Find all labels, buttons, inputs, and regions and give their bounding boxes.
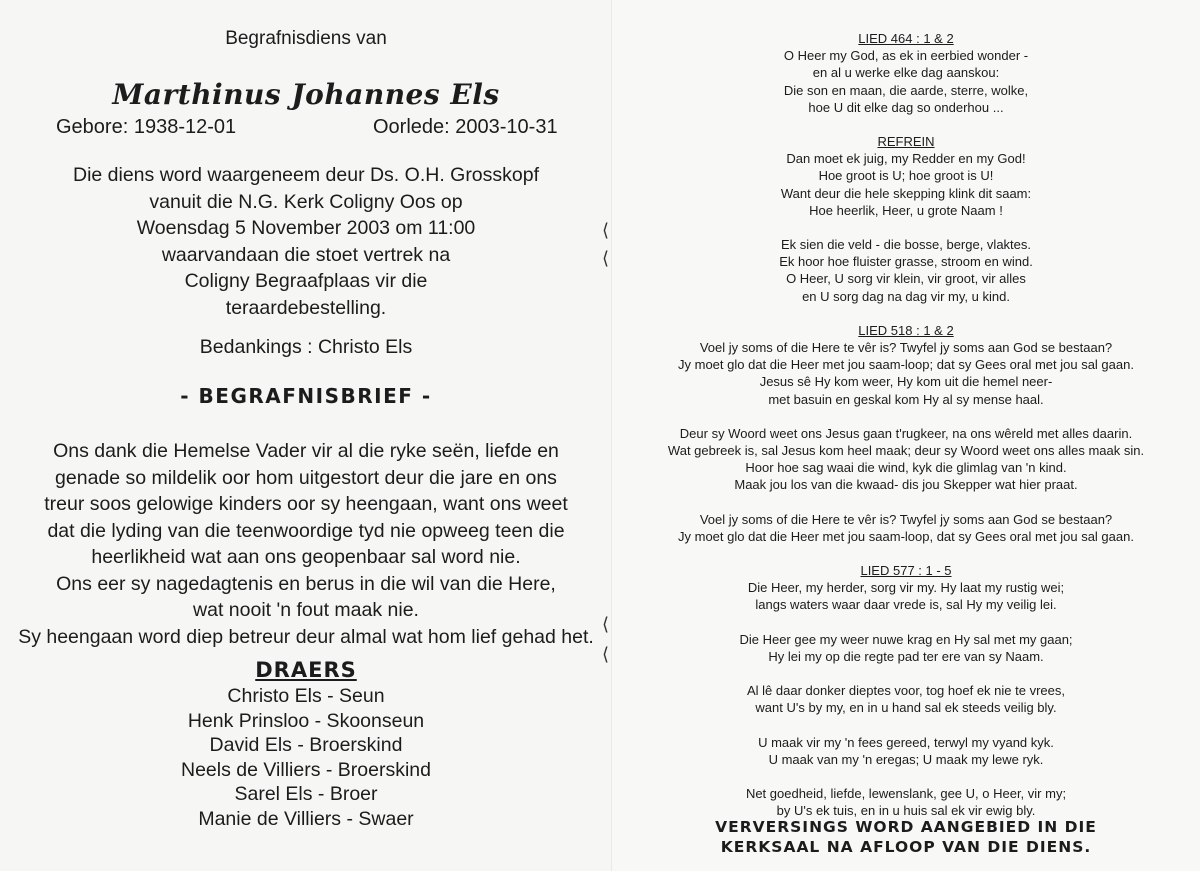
refrain-title: REFREIN xyxy=(877,134,935,150)
funeral-letter xyxy=(0,438,612,650)
hymn-line: en al u werke elke dag aanskou: xyxy=(812,65,1000,81)
binding-mark: ⟨ xyxy=(602,248,610,269)
hymn-line: langs waters waar daar vrede is, sal Hy my veilig lei. xyxy=(755,597,1057,613)
hymn-line: Net goedheid, liefde, lewenslank, gee U, o Heer, vir my; xyxy=(745,785,1067,801)
thanks-line: Bedankings : Christo Els xyxy=(199,336,413,358)
hymn-line: Die son en maan, die aarde, sterre, wolke, xyxy=(783,82,1029,98)
hymn-title: LIED 464 : 1 & 2 xyxy=(858,31,954,46)
binding-mark: ⟨ xyxy=(602,614,610,635)
hymn-line: met basuin en geskal kom Hy al sy mense haal. xyxy=(768,391,1044,407)
hymn-line: Deur sy Woord weet ons Jesus gaan t'rugkeer, na ons wêreld met alles daarin. xyxy=(679,425,1133,441)
hymn-line: Ek sien die veld - die bosse, berge, vlaktes. xyxy=(780,237,1032,253)
hymn-line: U maak van my 'n eregas; U maak my lewe ryk. xyxy=(768,751,1044,767)
hymn-line: Die Heer, my herder, sorg vir my. Hy laat my rustig wei; xyxy=(747,580,1065,596)
binding-mark: ⟨ xyxy=(602,220,610,241)
hymn-line: Jy moet glo dat die Heer met jou saam-loop; dat sy Gees oral met jou sal gaan. xyxy=(678,357,1134,373)
right-page xyxy=(612,0,1200,871)
bearers-heading: DRAERS xyxy=(255,658,357,682)
notice-line: KERKSAAL NA AFLOOP VAN DIE DIENS. xyxy=(720,838,1092,856)
birth-date: Gebore: 1938-12-01 xyxy=(56,116,237,138)
hymn-line: by U's ek tuis, en in u huis sal ek vir ewig bly. xyxy=(776,803,1036,819)
hymn-line: Hoe heerlik, Heer, u grote Naam ! xyxy=(809,202,1003,218)
hymn-stanza xyxy=(612,47,1200,116)
hymn-line: Al lê daar donker dieptes voor, tog hoef ek nie te vrees, xyxy=(747,683,1065,699)
hymn-line: Die Heer gee my weer nuwe krag en Hy sal met my gaan; xyxy=(739,631,1073,647)
bearer-item: Christo Els - Seun xyxy=(227,685,385,707)
service-line: Coligny Begraafplaas vir die xyxy=(184,270,428,292)
notice-line: VERVERSINGS WORD AANGEBIED IN DIE xyxy=(715,818,1097,836)
service-line: teraardebestelling. xyxy=(225,296,387,319)
death-date: Oorlede: 2003-10-31 xyxy=(373,116,558,138)
hymn-stanza xyxy=(612,631,1200,665)
hymn-line: O Heer, U sorg vir klein, vir groot, vir alles xyxy=(786,271,1026,287)
letter-line: wat nooit 'n fout maak nie. xyxy=(193,599,419,621)
service-line: vanuit die N.G. Kerk Coligny Oos op xyxy=(149,190,463,213)
hymn-line: Wat gebreek is, sal Jesus kom heel maak; deur sy Woord weet ons alles maak sin. xyxy=(667,443,1145,459)
bearer-item: Henk Prinsloo - Skoonseun xyxy=(187,709,425,732)
hymn-list xyxy=(612,30,1200,836)
hymn-line: Want deur die hele skepping klink dit saam: xyxy=(780,185,1032,201)
hymn-line: want U's by my, en in u hand sal ek steeds veilig bly. xyxy=(755,700,1057,716)
hymn-518 xyxy=(612,322,1200,545)
hymn-line: en U sorg dag na dag vir my, u kind. xyxy=(802,288,1010,304)
service-line: Woensdag 5 November 2003 om 11:00 xyxy=(136,217,476,239)
hymn-line: Hy lei my op die regte pad ter ere van sy Naam. xyxy=(768,648,1044,664)
hymn-line: Hoe groot is U; hoe groot is U! xyxy=(818,168,994,184)
hymn-stanza xyxy=(612,511,1200,545)
hymn-464 xyxy=(612,30,1200,305)
hymn-line: O Heer my God, as ek in eerbied wonder - xyxy=(783,48,1029,64)
letter-line: genade so mildelik oor hom uitgestort deur die jare en ons xyxy=(55,466,557,489)
hymn-stanza xyxy=(612,236,1200,305)
hymn-line: Voel jy soms of die Here te vêr is? Twyfel jy soms aan God se bestaan? xyxy=(699,340,1113,356)
hymn-line: Jesus sê Hy kom weer, Hy kom uit die hemel neer- xyxy=(759,374,1053,390)
refreshments-notice xyxy=(612,817,1200,857)
hymn-line: Hoor hoe sag waai die wind, kyk die glimlag van 'n kind. xyxy=(745,460,1067,476)
service-line: Die diens word waargeneem deur Ds. O.H. Grosskopf xyxy=(72,164,540,186)
refrain-block xyxy=(612,133,1200,150)
hymn-stanza xyxy=(612,579,1200,613)
service-line: waarvandaan die stoet vertrek na xyxy=(161,243,451,266)
hymn-stanza xyxy=(612,785,1200,819)
bearer-item: Neels de Villiers - Broerskind xyxy=(181,758,431,781)
hymn-line: U maak vir my 'n fees gereed, terwyl my vyand kyk. xyxy=(758,734,1054,750)
bearers-list xyxy=(0,684,612,832)
letter-line: Ons eer sy nagedagtenis en berus in die wil van die Here, xyxy=(56,572,556,595)
hymn-title: LIED 518 : 1 & 2 xyxy=(858,322,954,338)
letter-heading: - BEGRAFNISBRIEF - xyxy=(180,384,432,408)
service-details xyxy=(0,162,612,321)
hymn-line: Jy moet glo dat die Heer met jou saam-loop, dat sy Gees oral met jou sal gaan. xyxy=(678,528,1134,544)
hymn-line: Maak jou los van die kwaad- dis jou Skepper wat hier praat. xyxy=(734,477,1078,493)
letter-line: heerlikheid wat aan ons geopenbaar sal word nie. xyxy=(91,546,521,568)
hymn-line: Ek hoor hoe fluister grasse, stroom en wind. xyxy=(779,254,1033,270)
letter-line: treur soos gelowige kinders oor sy heengaan, want ons weet xyxy=(44,493,568,515)
hymn-stanza xyxy=(612,150,1200,219)
letter-line: Ons dank die Hemelse Vader vir al die ryke seën, liefde en xyxy=(53,440,559,462)
hymn-line: Voel jy soms of die Here te vêr is? Twyfel jy soms aan God se bestaan? xyxy=(699,511,1113,527)
hymn-line: Dan moet ek juig, my Redder en my God! xyxy=(786,151,1026,167)
hymn-577 xyxy=(612,562,1200,819)
hymn-stanza xyxy=(612,734,1200,768)
letter-line: dat die lyding van die teenwoordige tyd nie opweeg teen die xyxy=(47,519,565,542)
service-intro: Begrafnisdiens van xyxy=(225,28,387,49)
deceased-name: Marthinus Johannes Els xyxy=(112,78,500,111)
hymn-title: LIED 577 : 1 - 5 xyxy=(860,563,952,579)
bearer-item: Sarel Els - Broer xyxy=(234,783,378,806)
hymn-line: hoe U dit elke dag so onderhou ... xyxy=(808,99,1004,115)
bearer-item: Manie de Villiers - Swaer xyxy=(198,807,414,830)
bearer-item: David Els - Broerskind xyxy=(209,734,403,757)
hymn-stanza xyxy=(612,425,1200,494)
binding-mark: ⟨ xyxy=(602,644,610,665)
hymn-stanza xyxy=(612,339,1200,408)
letter-line: Sy heengaan word diep betreur deur almal wat hom lief gehad het. xyxy=(18,625,594,648)
hymn-stanza xyxy=(612,682,1200,716)
